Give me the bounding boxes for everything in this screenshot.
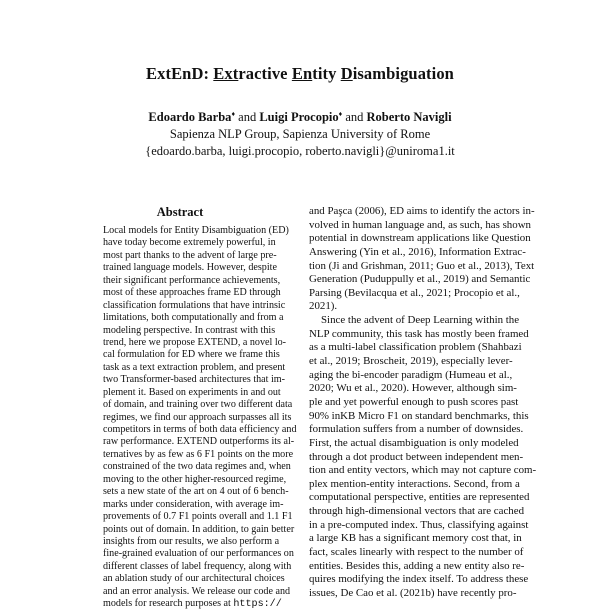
- text-line: ple and yet powerful enough to push scores past: [309, 395, 519, 408]
- text-line: their significant performance achievements,: [103, 274, 281, 286]
- text-line: models for research purposes at https://: [103, 598, 282, 611]
- text-line: of domain, and training over two different data: [103, 399, 293, 411]
- text-line: computational perspective, entities are represented: [309, 491, 530, 504]
- text-line: plex mention-entity interactions. Second, from a: [309, 477, 520, 490]
- text-line: modeling perspective. In contrast with this: [103, 324, 276, 336]
- text-line: volved in human language and, as such, has shown: [309, 218, 532, 231]
- text-line: Answering (Yin et al., 2016), Information Extrac-: [309, 245, 526, 258]
- paper-title: [0, 64, 600, 84]
- text-line: task as a text extraction problem, and present: [103, 361, 286, 373]
- text-line: moving to the other higher-resourced regime,: [103, 473, 287, 485]
- text-line: raw performance. EXTEND outperforms its al-: [103, 436, 295, 448]
- text-line: limitations, both computationally and from a: [103, 312, 284, 324]
- text-line: a large KB has a significant memory cost that, in: [309, 532, 522, 545]
- text-line: quires modifying the index itself. To address these: [309, 573, 529, 586]
- text-line: in a pre-computed index. Thus, classifying against: [309, 518, 529, 531]
- text-line: et al., 2019; Broscheit, 2019), especially lever-: [309, 355, 513, 368]
- text-line: Since the advent of Deep Learning within the: [321, 314, 520, 327]
- text-line: cal formulation for ED where we frame this: [103, 349, 280, 361]
- author-name: Luigi Procopio: [259, 110, 339, 125]
- text-line: competitors in terms of both data efficiency and: [103, 424, 297, 435]
- text-line: provements of 0.7 F1 points overall and 1.1 F1: [103, 511, 293, 523]
- text-line: constrained of the two data regimes and, when: [103, 461, 291, 473]
- text-line: 2021).: [309, 300, 338, 313]
- author-emails: {edoardo.barba, luigi.procopio, roberto.navigli}@uniroma1.it: [145, 144, 455, 158]
- affiliation: Sapienza NLP Group, Sapienza University of Rome: [169, 127, 431, 141]
- text-line: formulation suffers from a number of downsides.: [309, 423, 524, 436]
- abstract-body: [103, 225, 297, 611]
- text-line: as a multi-label classification problem (Shahbazi: [309, 341, 522, 354]
- and-word: and: [345, 110, 364, 125]
- text-line: 90% inKB Micro F1 on standard benchmarks, this: [309, 409, 529, 422]
- text-line: issues, De Cao et al. (2021b) have recently pro-: [309, 586, 517, 599]
- text-line: through high-dimensional vectors that are cached: [309, 505, 525, 518]
- text-line: potential in downstream applications like Question: [309, 232, 531, 245]
- text-line: and Paşca (2006), ED aims to identify the actors in-: [309, 205, 535, 217]
- abstract-heading: Abstract: [156, 205, 204, 219]
- text-line: Generation (Puduppully et al., 2019) and Semantic: [309, 273, 531, 286]
- author-mark: ♦: [338, 110, 343, 118]
- text-line: insights from our results, we also perform a: [103, 535, 280, 547]
- title-part: En: [291, 64, 313, 83]
- text-line: points out of domain. In addition, to gain better: [103, 523, 295, 535]
- author-mark: ♦: [231, 110, 236, 118]
- text-line: fine-grained evaluation of our performances on: [103, 548, 294, 560]
- text-line: plement it. Based on experiments in and out: [103, 386, 281, 398]
- author-name: Edoardo Barba: [148, 110, 232, 125]
- title-part: ExtEnD:: [146, 64, 214, 83]
- author-list: [0, 110, 600, 125]
- text-line: tion and entity vectors, which may not capture com-: [309, 464, 537, 477]
- text-line: ternatives by as few as 6 F1 points on the more: [103, 448, 294, 460]
- title-part: D: [340, 64, 353, 83]
- title-part: isambiguation: [352, 64, 454, 83]
- text-line: sets a new state of the art on 4 out of 6 bench-: [103, 486, 289, 498]
- text-line: marks under consideration, with average im-: [103, 498, 284, 510]
- text-line: entities. Besides this, adding a new entity also re-: [309, 559, 525, 572]
- text-line: fact, scales linearly with respect to the number of: [309, 546, 524, 559]
- text-line: most of these approaches frame ED through: [103, 287, 281, 299]
- text-line: classification formulations that have intrinsic: [103, 299, 286, 311]
- text-line: most part thanks to the advent of large pre-: [103, 249, 277, 261]
- text-line: Parsing (Bevilacqua et al., 2021; Procopio et al.,: [309, 286, 520, 299]
- text-line: trend, here we propose EXTEND, a novel lo-: [103, 336, 287, 348]
- text-line: an ablation study of our architectural choices: [103, 573, 285, 585]
- title-part: ractive: [238, 64, 292, 83]
- title-part: tity: [312, 64, 341, 83]
- body-column: [309, 205, 537, 601]
- author-name: Roberto Navigli: [366, 110, 452, 125]
- text-line: NLP community, this task has mostly been framed: [309, 327, 529, 340]
- text-line: 2020; Wu et al., 2020). However, although sim-: [309, 382, 517, 395]
- text-line: First, the actual disambiguation is only modeled: [309, 436, 519, 449]
- title-part: Ext: [213, 64, 239, 83]
- text-line: different classes of label frequency, along with: [103, 560, 292, 572]
- text-line: and an error analysis. We release our code and: [103, 585, 291, 597]
- text-line: through a dot product between independent men-: [309, 450, 524, 463]
- text-line: trained language models. However, despite: [103, 262, 277, 274]
- text-line: aging the bi-encoder paradigm (Humeau et al.,: [309, 368, 513, 381]
- text-line: regimes, we find our approach surpasses all its: [103, 411, 292, 423]
- text-line: Local models for Entity Disambiguation (ED): [103, 225, 289, 236]
- text-line: two Transformer-based architectures that im-: [103, 374, 285, 386]
- text-line: tion (Ji and Grishman, 2011; Guo et al., 2013), Text: [309, 259, 535, 272]
- and-word: and: [238, 110, 257, 125]
- text-line: have today become extremely powerful, in: [103, 237, 276, 249]
